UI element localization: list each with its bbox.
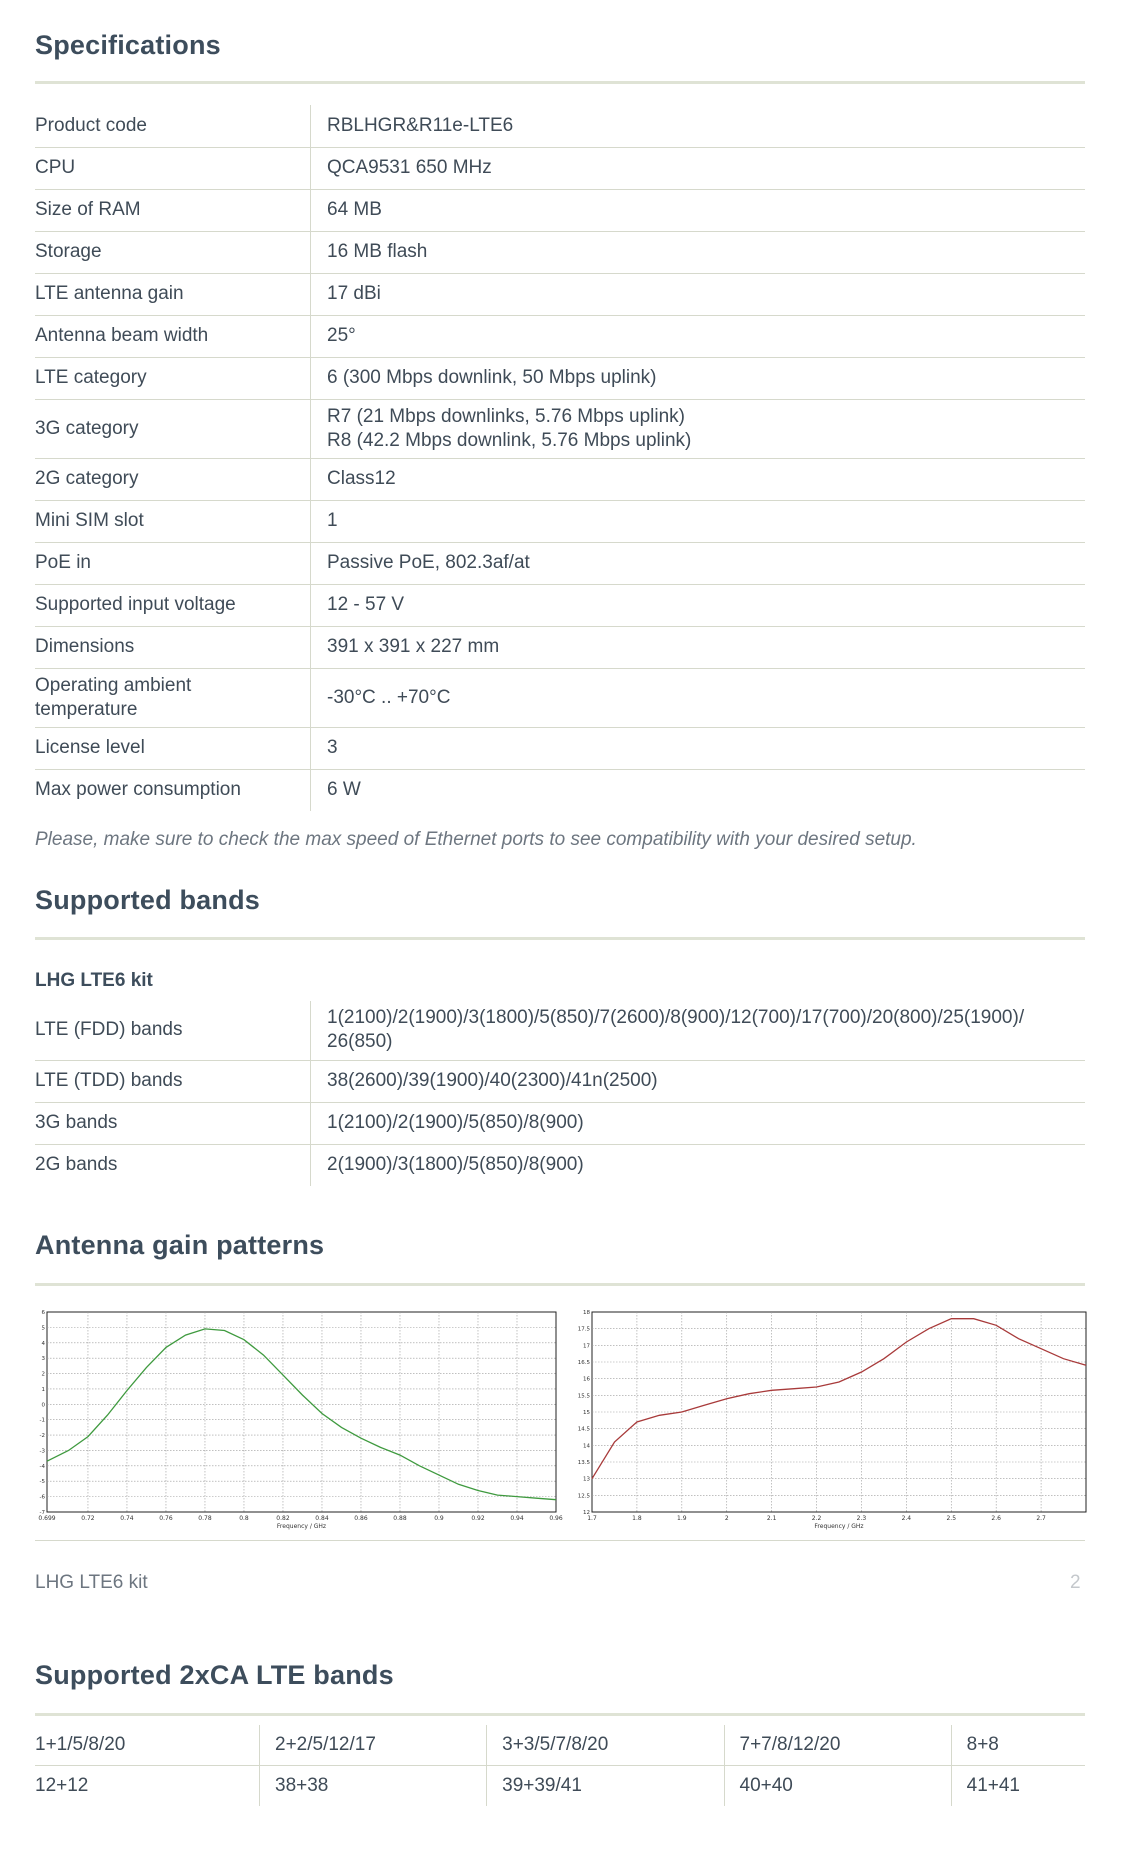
ca-bands-table bbox=[35, 1725, 1085, 1806]
ca-row bbox=[35, 1725, 1085, 1766]
x-tick-label: 1.9 bbox=[677, 1515, 687, 1522]
spec-value: 25° bbox=[311, 315, 1086, 357]
x-tick-label: 2 bbox=[724, 1515, 729, 1522]
spec-label: 3G category bbox=[35, 399, 311, 458]
spec-value: QCA9531 650 MHz bbox=[311, 147, 1086, 189]
x-axis-label: Frequency / GHz bbox=[276, 1523, 327, 1530]
x-tick-label: 0.74 bbox=[120, 1515, 134, 1522]
x-tick-label: 1.7 bbox=[587, 1515, 597, 1522]
spec-row bbox=[35, 147, 1085, 189]
spec-value: 16 MB flash bbox=[311, 231, 1086, 273]
ca-cell: 3+3/5/7/8/20 bbox=[487, 1725, 724, 1766]
spec-value: 6 (300 Mbps downlink, 50 Mbps uplink) bbox=[311, 357, 1086, 399]
y-tick-label: 4 bbox=[41, 1340, 45, 1347]
antenna-gain-chart-high bbox=[577, 1308, 1090, 1536]
spec-label: Dimensions bbox=[35, 626, 311, 668]
ca-row bbox=[35, 1766, 1085, 1807]
y-tick-label: 16.5 bbox=[577, 1360, 590, 1366]
spec-label: Storage bbox=[35, 231, 311, 273]
x-tick-label: 0.8 bbox=[239, 1515, 249, 1522]
spec-label: Size of RAM bbox=[35, 189, 311, 231]
spec-value: 3 bbox=[311, 727, 1086, 769]
spec-label: Antenna beam width bbox=[35, 315, 311, 357]
ca-cell: 12+12 bbox=[35, 1766, 260, 1807]
spec-row bbox=[35, 668, 1085, 727]
x-tick-label: 0.699 bbox=[38, 1515, 56, 1522]
page-number: 2 bbox=[1070, 1572, 1081, 1593]
x-tick-label: 0.9 bbox=[434, 1515, 444, 1522]
ca-cell: 38+38 bbox=[260, 1766, 487, 1807]
spec-label: 2G category bbox=[35, 458, 311, 500]
spec-value: 12 - 57 V bbox=[311, 584, 1086, 626]
spec-value-line: R8 (42.2 Mbps downlink, 5.76 Mbps uplink) bbox=[327, 429, 692, 451]
spec-value: Class12 bbox=[311, 458, 1086, 500]
spec-row bbox=[35, 626, 1085, 668]
x-tick-label: 2.5 bbox=[946, 1515, 957, 1522]
x-tick-label: 0.88 bbox=[393, 1515, 407, 1522]
y-tick-label: 5 bbox=[41, 1325, 45, 1332]
band-value: 38(2600)/39(1900)/40(2300)/41n(2500) bbox=[311, 1060, 1086, 1102]
y-tick-label: 14.5 bbox=[577, 1426, 590, 1433]
band-value: 1(2100)/2(1900)/5(850)/8(900) bbox=[311, 1102, 1086, 1144]
ca-cell: 2+2/5/12/17 bbox=[260, 1725, 487, 1766]
y-tick-label: 0 bbox=[41, 1402, 45, 1409]
spec-value: RBLHGR&R11e-LTE6 bbox=[311, 105, 1086, 147]
y-tick-label: 1 bbox=[41, 1386, 45, 1393]
ca-cell: 41+41 bbox=[966, 1775, 1021, 1796]
spec-row bbox=[35, 458, 1085, 500]
x-tick-label: 2.6 bbox=[991, 1515, 1001, 1522]
footer-kit-label: LHG LTE6 kit bbox=[35, 1572, 148, 1593]
bands-table bbox=[35, 1001, 1085, 1186]
spec-row bbox=[35, 727, 1085, 769]
spec-row bbox=[35, 315, 1085, 357]
y-tick-label: 16 bbox=[583, 1376, 590, 1383]
ca-cell: 1+1/5/8/20 bbox=[35, 1725, 260, 1766]
spec-row bbox=[35, 231, 1085, 273]
spec-row bbox=[35, 584, 1085, 626]
band-value-line: 1(2100)/2(1900)/3(1800)/5(850)/7(2600)/8(900)/12(700)/17(700)/20(800)/25(1900)/ bbox=[327, 1007, 1025, 1029]
x-tick-label: 0.84 bbox=[315, 1515, 329, 1522]
spec-row bbox=[35, 273, 1085, 315]
chart-bottom-divider bbox=[35, 1540, 1085, 1541]
y-tick-label: 6 bbox=[41, 1310, 45, 1316]
spec-label-line: temperature bbox=[35, 698, 138, 720]
ca-cell: 39+39/41 bbox=[487, 1766, 724, 1807]
ca-cell: 8+8 bbox=[951, 1725, 1085, 1766]
x-tick-label: 0.76 bbox=[159, 1515, 173, 1522]
band-value: 2(1900)/3(1800)/5(850)/8(900) bbox=[327, 1154, 584, 1176]
spec-label: PoE in bbox=[35, 542, 311, 584]
y-tick-label: -4 bbox=[39, 1463, 45, 1470]
y-tick-label: 15 bbox=[583, 1410, 590, 1416]
x-tick-label: 2.2 bbox=[811, 1515, 822, 1522]
kit-heading: LHG LTE6 kit bbox=[35, 970, 153, 991]
spec-label: LTE antenna gain bbox=[35, 273, 311, 315]
spec-label bbox=[35, 668, 311, 727]
spec-value bbox=[311, 399, 1086, 458]
ca-bands-title: Supported 2xCA LTE bands bbox=[35, 1660, 394, 1690]
y-tick-label: 2 bbox=[41, 1371, 45, 1378]
spec-label: Supported input voltage bbox=[35, 584, 311, 626]
spec-row bbox=[35, 357, 1085, 399]
band-label: 3G bands bbox=[35, 1102, 311, 1144]
spec-label: CPU bbox=[35, 147, 311, 189]
spec-row bbox=[35, 769, 1085, 811]
specifications-title: Specifications bbox=[35, 30, 221, 60]
ethernet-note: Please, make sure to check the max speed of Ethernet ports to see compatibility with your desired setup. bbox=[35, 829, 917, 850]
spec-value: 1 bbox=[311, 500, 1086, 542]
y-tick-label: 3 bbox=[41, 1356, 45, 1363]
spec-row bbox=[35, 399, 1085, 458]
x-tick-label: 0.94 bbox=[510, 1515, 524, 1522]
y-tick-label: -1 bbox=[39, 1417, 45, 1424]
spec-row bbox=[35, 500, 1085, 542]
plot-frame bbox=[47, 1312, 556, 1512]
spec-row bbox=[35, 189, 1085, 231]
band-value-line: 26(850) bbox=[327, 1031, 393, 1053]
spec-value: 17 dBi bbox=[311, 273, 1086, 315]
y-tick-label: 13.5 bbox=[577, 1460, 590, 1466]
band-row bbox=[35, 1001, 1085, 1060]
x-tick-label: 0.82 bbox=[276, 1515, 290, 1522]
x-tick-label: 2.4 bbox=[901, 1515, 912, 1522]
x-tick-label: 0.78 bbox=[198, 1515, 212, 1522]
y-tick-label: 17.5 bbox=[577, 1326, 590, 1333]
antenna-gain-chart-low bbox=[35, 1308, 563, 1536]
x-axis-label: Frequency / GHz bbox=[814, 1523, 864, 1530]
y-tick-label: -7 bbox=[39, 1510, 45, 1516]
x-tick-label: 2.7 bbox=[1036, 1515, 1046, 1522]
band-label: LTE (TDD) bands bbox=[35, 1060, 311, 1102]
y-tick-label: 15.5 bbox=[577, 1393, 590, 1400]
spec-value: 6 W bbox=[327, 779, 361, 801]
y-tick-label: 12.5 bbox=[577, 1493, 590, 1500]
y-tick-label: 12 bbox=[583, 1510, 590, 1516]
spec-label: LTE category bbox=[35, 357, 311, 399]
x-tick-label: 1.8 bbox=[632, 1515, 642, 1522]
band-row bbox=[35, 1144, 1085, 1186]
spec-row bbox=[35, 542, 1085, 584]
y-tick-label: -5 bbox=[39, 1479, 45, 1486]
y-tick-label: -2 bbox=[39, 1433, 45, 1440]
spec-value: 64 MB bbox=[311, 189, 1086, 231]
spec-row bbox=[35, 105, 1085, 147]
y-tick-label: -6 bbox=[39, 1494, 45, 1501]
x-tick-label: 0.96 bbox=[549, 1515, 563, 1522]
specifications-table bbox=[35, 105, 1085, 811]
x-tick-label: 2.1 bbox=[766, 1515, 777, 1522]
supported-bands-title: Supported bands bbox=[35, 885, 260, 915]
ca-cell: 7+7/8/12/20 bbox=[724, 1725, 951, 1766]
y-tick-label: 17 bbox=[583, 1343, 590, 1350]
section-divider bbox=[35, 81, 1085, 84]
spec-label: Max power consumption bbox=[35, 769, 311, 811]
spec-value: Passive PoE, 802.3af/at bbox=[311, 542, 1086, 584]
y-tick-label: 14 bbox=[583, 1443, 590, 1450]
band-row bbox=[35, 1102, 1085, 1144]
section-divider bbox=[35, 1283, 1085, 1286]
ca-cell: 40+40 bbox=[724, 1766, 951, 1807]
band-label: 2G bands bbox=[35, 1144, 311, 1186]
spec-value: -30°C .. +70°C bbox=[311, 668, 1086, 727]
band-value bbox=[311, 1001, 1086, 1060]
x-tick-label: 2.3 bbox=[856, 1515, 867, 1522]
spec-label-line: Operating ambient bbox=[35, 674, 192, 696]
spec-label: Product code bbox=[35, 105, 311, 147]
section-divider bbox=[35, 1713, 1085, 1716]
band-label: LTE (FDD) bands bbox=[35, 1001, 311, 1060]
antenna-gain-title: Antenna gain patterns bbox=[35, 1230, 325, 1260]
x-tick-label: 0.72 bbox=[81, 1515, 95, 1522]
y-tick-label: -3 bbox=[39, 1448, 45, 1455]
section-divider bbox=[35, 937, 1085, 940]
y-tick-label: 13 bbox=[583, 1476, 590, 1483]
band-row bbox=[35, 1060, 1085, 1102]
x-tick-label: 0.86 bbox=[354, 1515, 368, 1522]
x-tick-label: 0.92 bbox=[471, 1515, 485, 1522]
y-tick-label: 18 bbox=[583, 1310, 590, 1316]
spec-label: Mini SIM slot bbox=[35, 500, 311, 542]
spec-label: License level bbox=[35, 727, 311, 769]
spec-value: 391 x 391 x 227 mm bbox=[311, 626, 1086, 668]
spec-value-line: R7 (21 Mbps downlinks, 5.76 Mbps uplink) bbox=[327, 405, 686, 427]
